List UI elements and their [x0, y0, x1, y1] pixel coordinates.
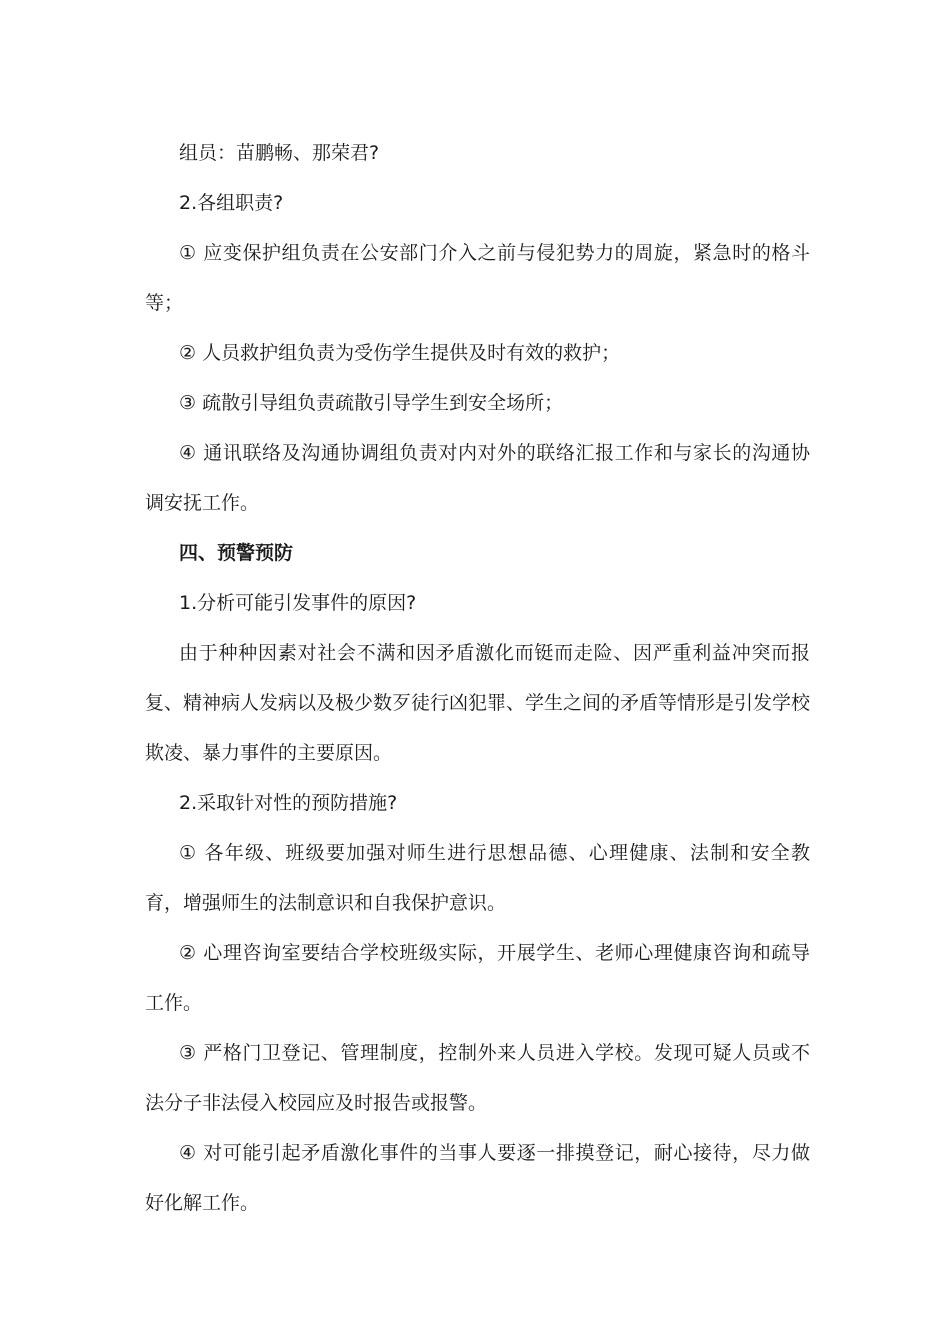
measure-item-2: ② 心理咨询室要结合学校班级实际，开展学生、老师心理健康咨询和疏导工作。: [145, 942, 810, 1014]
responsibility-item-3: ③ 疏散引导组负责疏散引导学生到安全场所；: [179, 392, 564, 414]
measure-item-1: ① 各年级、班级要加强对师生进行思想品德、心理健康、法制和安全教育，增强师生的法制意识和自我保护意识。: [145, 842, 810, 914]
document-body: [145, 128, 810, 1228]
section-heading-warning-prevention: 四、预警预防: [179, 542, 294, 564]
measures-subheading: 2.采取针对性的预防措施?: [179, 792, 398, 814]
team-members-line: 组员：苗鹏畅、那荣君?: [179, 142, 380, 164]
responsibility-item-1: ① 应变保护组负责在公安部门介入之前与侵犯势力的周旋，紧急时的格斗等；: [145, 242, 810, 314]
responsibility-item-2: ② 人员救护组负责为受伤学生提供及时有效的救护；: [179, 342, 621, 364]
causes-subheading: 1.分析可能引发事件的原因?: [179, 592, 417, 614]
causes-paragraph: 由于种种因素对社会不满和因矛盾激化而铤而走险、因严重利益冲突而报复、精神病人发病以及极少数歹徒行凶犯罪、学生之间的矛盾等情形是引发学校欺凌、暴力事件的主要原因。: [145, 642, 811, 764]
measure-item-4: ④ 对可能引起矛盾激化事件的当事人要逐一排摸登记，耐心接待，尽力做好化解工作。: [145, 1142, 810, 1214]
measure-item-3: ③ 严格门卫登记、管理制度，控制外来人员进入学校。发现可疑人员或不法分子非法侵入校园应及时报告或报警。: [145, 1042, 810, 1114]
responsibility-item-4: ④ 通讯联络及沟通协调组负责对内对外的联络汇报工作和与家长的沟通协调安抚工作。: [145, 442, 810, 514]
responsibilities-subheading: 2.各组职责?: [179, 192, 284, 214]
